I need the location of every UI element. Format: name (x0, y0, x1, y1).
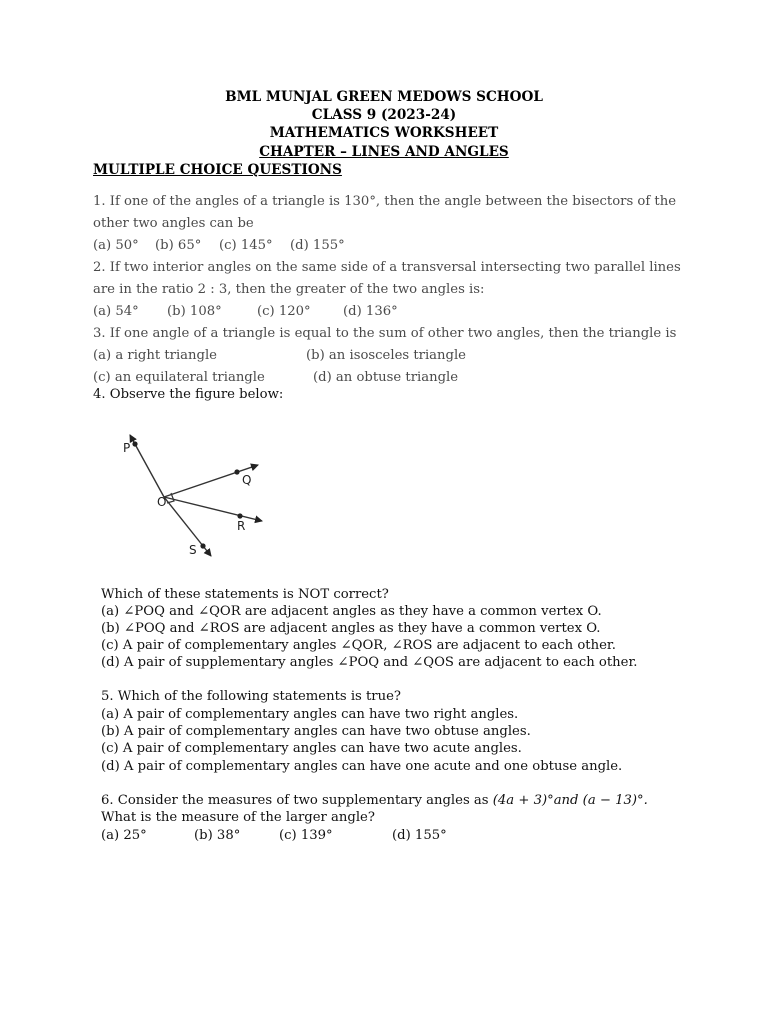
q6-question-line2: What is the measure of the larger angle? (101, 810, 375, 825)
q3-option-a: (a) a right triangle (93, 348, 217, 363)
q5-option-c: (c) A pair of complementary angles can have two acute angles. (101, 741, 522, 756)
q2-text-line1: 2. If two interior angles on the same side of a transversal intersecting two parallel lines (93, 260, 681, 275)
label-p: P (123, 441, 131, 455)
q1-text-line1: 1. If one of the angles of a triangle is 130°, then the angle between the bisectors of the (93, 194, 677, 209)
q6-option-c: (c) 139° (279, 828, 333, 843)
q1-option-a: (a) 50° (93, 238, 139, 253)
q6-option-b: (b) 38° (194, 828, 241, 843)
q4-option-a: (a) ∠POQ and ∠QOR are adjacent angles as they have a common vertex O. (101, 604, 602, 619)
q2-option-c: (c) 120° (257, 304, 311, 319)
label-o: O (157, 495, 167, 509)
q4-intro: 4. Observe the figure below: (93, 387, 284, 402)
q5-option-d: (d) A pair of complementary angles can have one acute and one obtuse angle. (101, 759, 623, 774)
lines-and-angles-figure (110, 420, 280, 570)
q6-option-a: (a) 25° (101, 828, 147, 843)
q2-text-line2: are in the ratio 2 : 3, then the greater of the two angles is: (93, 282, 485, 297)
q6-question-line1 (101, 793, 648, 808)
section-title: MULTIPLE CHOICE QUESTIONS (93, 162, 342, 178)
q4-option-b: (b) ∠POQ and ∠ROS are adjacent angles as they have a common vertex O. (101, 621, 601, 636)
q2-option-d: (d) 136° (343, 304, 398, 319)
school-name: BML MUNJAL GREEN MEDOWS SCHOOL (225, 89, 543, 105)
q3-option-c: (c) an equilateral triangle (93, 370, 265, 385)
q5-question: 5. Which of the following statements is true? (101, 689, 401, 704)
q2-option-b: (b) 108° (167, 304, 222, 319)
q1-text-line2: other two angles can be (93, 216, 254, 231)
q4-question: Which of these statements is NOT correct? (101, 587, 389, 602)
label-s: S (189, 543, 197, 557)
label-r: R (237, 519, 246, 533)
q3-text-line1: 3. If one angle of a triangle is equal to the sum of other two angles, then the triangle is (93, 326, 677, 341)
worksheet-title: MATHEMATICS WORKSHEET (269, 125, 499, 141)
q2-option-a: (a) 54° (93, 304, 139, 319)
q4-option-d: (d) A pair of supplementary angles ∠POQ and ∠QOS are adjacent to each other. (101, 655, 638, 670)
q3-option-d: (d) an obtuse triangle (313, 370, 459, 385)
q1-option-c: (c) 145° (219, 238, 273, 253)
q1-option-d: (d) 155° (290, 238, 345, 253)
q6-option-d: (d) 155° (392, 828, 447, 843)
ray-or (164, 497, 262, 521)
q5-option-a: (a) A pair of complementary angles can have two right angles. (101, 707, 519, 722)
q3-option-b: (b) an isosceles triangle (306, 348, 466, 363)
class-title: CLASS 9 (2023-24) (311, 107, 457, 123)
q6-text: 6. Consider the measures of two supplementary angles as (101, 793, 493, 808)
q1-option-b: (b) 65° (155, 238, 202, 253)
q4-option-c: (c) A pair of complementary angles ∠QOR, ∠ROS are adjacent to each other. (101, 638, 616, 653)
q5-option-b: (b) A pair of complementary angles can have two obtuse angles. (101, 724, 531, 739)
chapter-title: CHAPTER – LINES AND ANGLES (259, 144, 509, 160)
label-q: Q (242, 473, 252, 487)
q6-expression: (4𝑎 + 3)°𝑎𝑛𝑑 (𝑎 − 13)°. (492, 793, 648, 808)
